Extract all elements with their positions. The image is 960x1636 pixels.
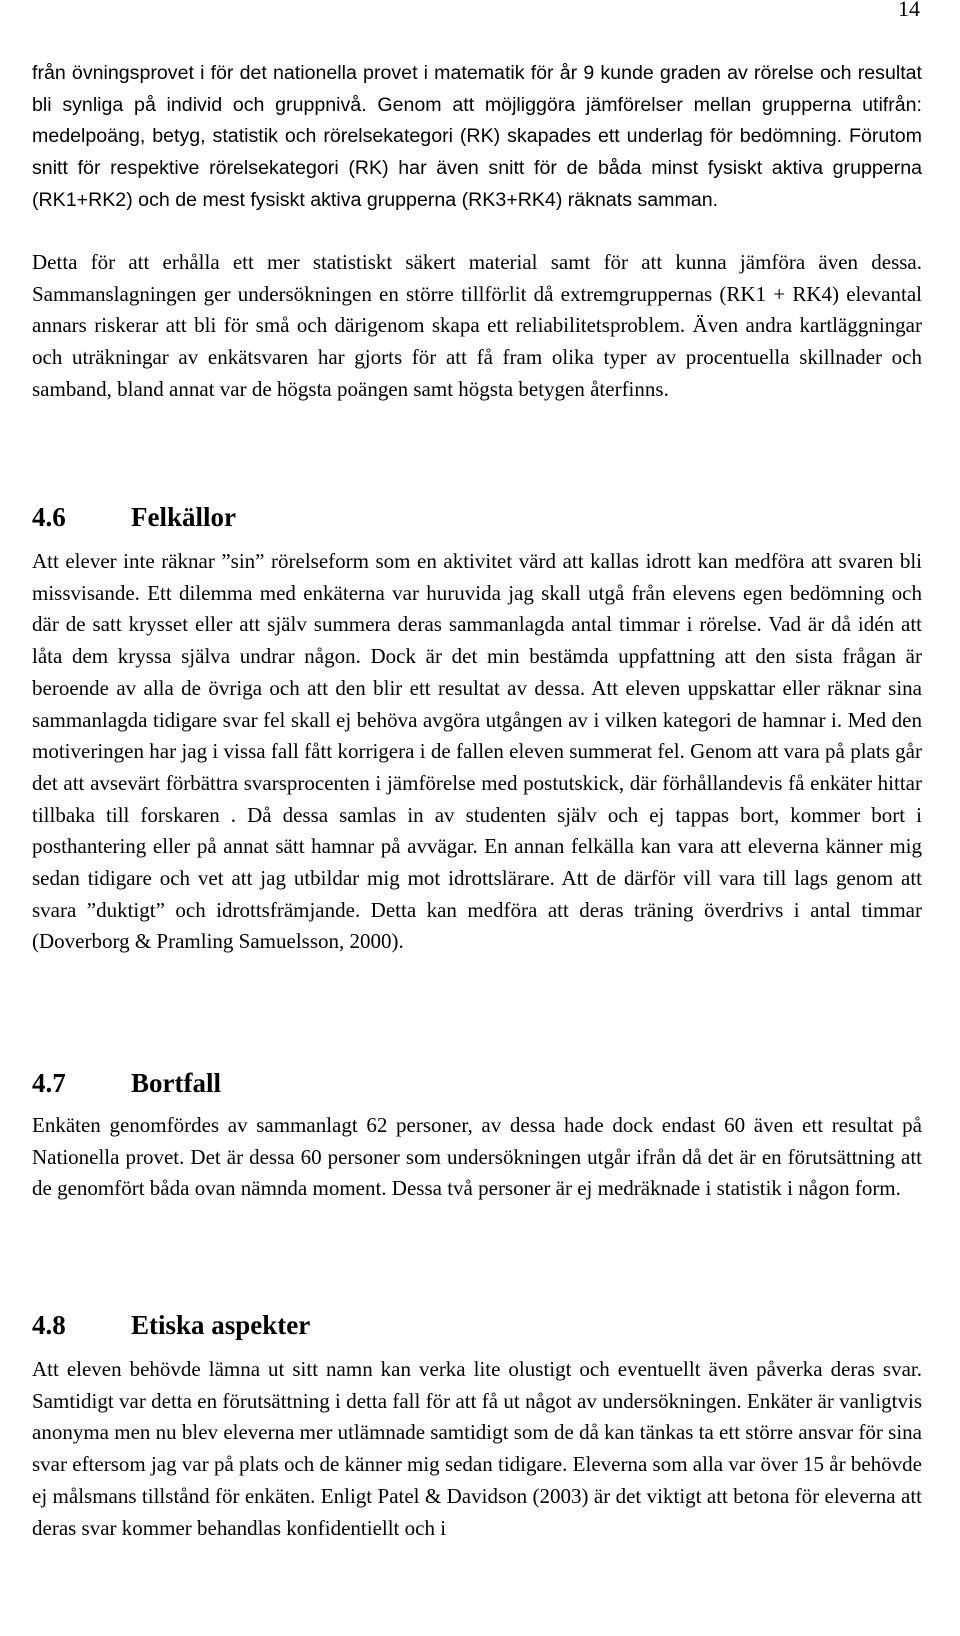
section-title: Bortfall — [131, 1068, 221, 1098]
section-body-bortfall: Enkäten genomfördes av sammanlagt 62 personer, av dessa hade dock endast 60 även ett resultat på Nationella provet. Det är dessa 60 personer som undersökningen utgår ifrån då det är en förutsättning att de genomfört båda ovan nämnda moment. Dessa två personer är ej medräknade i statistik i någon form. — [32, 1113, 922, 1201]
section-number: 4.6 — [32, 502, 66, 532]
page-number: 14 — [898, 0, 920, 21]
section-title: Felkällor — [131, 502, 236, 532]
intro-paragraph-continued: Detta för att erhålla ett mer statistiskt säkert material samt för att kunna jämföra även dessa. Sammanslagningen ger undersökningen en större tillförlit då extremgruppernas (RK1 + RK4) elevantal annars riskerar att bli för små och därigenom skapa ett reliabilitetsproblem. Även andra kartläggningar och uträkningar av enkätsvaren har gjorts för att få fram olika typer av procentuella skillnader och samband, bland annat var de högsta poängen samt högsta betygen återfinns. — [32, 250, 922, 401]
section-heading-etiska-aspekter — [32, 1308, 310, 1342]
section-body-felkallor: Att elever inte räknar ”sin” rörelseform som en aktivitet värd att kallas idrott kan medföra att svaren bli missvisande. Ett dilemma med enkäterna var huruvida jag skall utgå från elevens egen bedömning och där de satt krysset eller att själv summera deras sammanlagda antal timmar i rörelse. Vad är då idén att låta dem kryssa själva undrar någon. Dock är det min bestämda uppfattning att den sista frågan är beroende av alla de övriga och att den blir ett resultat av dessa. Att eleven uppskattar eller räknar sina sammanlagda tidigare svar fel skall ej behöva avgöra utgången av i vilken kategori de hamnar i. Med den motiveringen har jag i vissa fall fått korrigera i de fallen eleven summerat fel. Genom att vara på plats går det att avsevärt förbättra svarsprocenten i jämförelse med postutskick, där förhållandevis få enkäter hittar tillbaka till forskaren . Då dessa samlas in av studenten själv och ej tappas bort, kommer bort i posthantering eller på annat sätt hamnar på avvägar. En annan felkälla kan vara att eleverna känner mig sedan tidigare och vet att jag utbildar mig mot idrottslärare. Att de därför vill vara till lags genom att svara ”duktigt” och idrottsfrämjande. Detta kan medföra att deras träning överdrivs i antal timmar (Doverborg & Pramling Samuelsson, 2000). — [32, 549, 922, 954]
section-number: 4.7 — [32, 1068, 66, 1098]
section-body-etiska-aspekter: Att eleven behövde lämna ut sitt namn kan verka lite olustigt och eventuellt även påverka deras svar. Samtidigt var detta en förutsättning i detta fall för att få ut något av undersökningen. Enkäter är vanligtvis anonyma men nu blev eleverna mer utlämnade samtidigt som de då kan tänkas ta ett större ansvar för sina svar eftersom jag var på plats och de känner mig sedan tidigare. Eleverna som alla var över 15 år behövde ej målsmans tillstånd för enkäten. Enligt Patel & Davidson (2003) är det viktigt att betona för eleverna att deras svar kommer behandlas konfidentiellt och i — [32, 1357, 922, 1540]
section-heading-bortfall — [32, 1066, 221, 1100]
section-heading-felkallor — [32, 500, 236, 534]
section-title: Etiska aspekter — [131, 1310, 311, 1340]
intro-paragraph: från övningsprovet i för det nationella provet i matematik för år 9 kunde graden av rörelse och resultat bli synliga på individ och gruppnivå. Genom att möjliggöra jämförelser mellan grupperna utifrån: medelpoäng, betyg, statistik och rörelsekategori (RK) skapades ett underlag för bedömning. Förutom snitt för respektive rörelsekategori (RK) har även snitt för de båda minst fysiskt aktiva grupperna (RK1+RK2) och de mest fysiskt aktiva grupperna (RK3+RK4) räknats samman. — [32, 62, 922, 211]
section-number: 4.8 — [32, 1310, 66, 1340]
